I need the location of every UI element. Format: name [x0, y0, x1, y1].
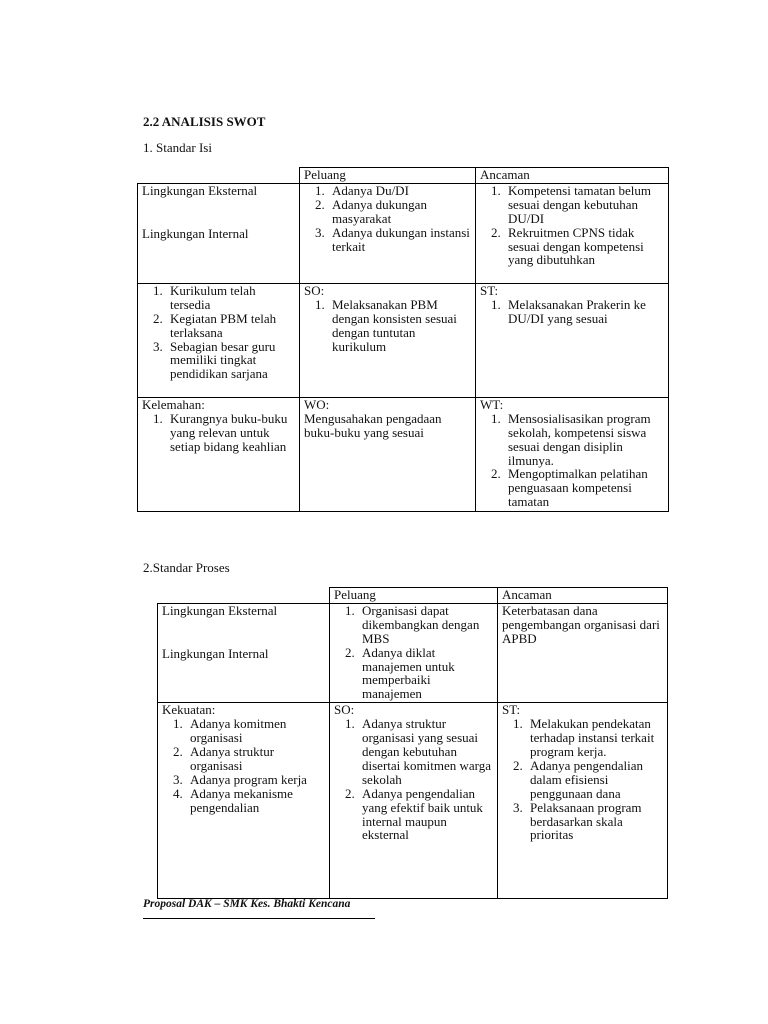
table-1-title: 1. Standar Isi	[143, 140, 212, 155]
so-cell	[330, 703, 498, 899]
st-cell	[498, 703, 668, 899]
list-item: 1. Adanya struktur organisasi yang sesuai dengan kebutuhan disertai komitmen warga sekolah	[358, 717, 493, 787]
strengths-label: Kekuatan:	[162, 702, 216, 718]
internal-label: Lingkungan Internal	[162, 645, 269, 661]
page-heading: 2.2 ANALISIS SWOT	[143, 114, 266, 129]
so-list	[334, 717, 493, 842]
external-label: Lingkungan Eksternal	[142, 183, 258, 198]
list-item: 2. Adanya diklat manajemen untuk memperbaiki manajemen	[358, 646, 493, 702]
ancaman-list	[480, 184, 664, 267]
list-item: 1. Melaksanakan Prakerin ke DU/DI yang sesuai	[504, 298, 664, 326]
list-item: 1. Melakukan pendekatan terhadap instansi terkait program kerja.	[526, 717, 663, 759]
wt-label: WT:	[480, 397, 504, 412]
st-label: ST:	[502, 702, 521, 718]
external-label: Lingkungan Eksternal	[162, 603, 278, 618]
header-row	[138, 168, 669, 184]
st-list	[502, 717, 663, 842]
wo-cell	[300, 397, 476, 511]
list-item: 2. Adanya dukungan masyarakat	[328, 198, 471, 226]
st-label: ST:	[480, 283, 499, 298]
weakness-cell	[138, 397, 300, 511]
wo-label: WO:	[304, 397, 330, 412]
list-item: 2. Kegiatan PBM telah terlaksana	[166, 312, 295, 340]
environment-row	[138, 183, 669, 283]
list-item: 1. Organisasi dapat dikembangkan dengan MBS	[358, 604, 493, 646]
ancaman-cell	[498, 603, 668, 702]
list-item: 1. Adanya komitmen organisasi	[186, 717, 325, 745]
list-item: 3. Pelaksanaan program berdasarkan skala prioritas	[526, 801, 663, 843]
so-label: SO:	[304, 283, 325, 298]
list-item: 1. Kompetensi tamatan belum sesuai dengan kebutuhan DU/DI	[504, 184, 664, 226]
ancaman-cell	[476, 183, 669, 283]
ancaman-text: Keterbatasan dana pengembangan organisasi dari APBD	[502, 603, 660, 646]
empty-corner	[138, 168, 300, 184]
weakness-row	[138, 397, 669, 511]
strengths-cell	[158, 703, 330, 899]
list-item: 1. Kurikulum telah tersedia	[166, 284, 295, 312]
peluang-header: Peluang	[300, 168, 476, 184]
environment-row	[158, 603, 668, 702]
list-item: 1. Adanya Du/DI	[328, 184, 471, 198]
list-item: 3. Adanya program kerja	[186, 773, 325, 787]
strengths-cell	[138, 283, 300, 397]
wt-list	[480, 412, 664, 509]
swot-table-standar-proses	[157, 587, 668, 899]
so-label: SO:	[334, 702, 355, 718]
strengths-list	[142, 284, 295, 381]
ancaman-header: Ancaman	[498, 588, 668, 604]
peluang-list	[334, 604, 493, 701]
empty-corner	[158, 588, 330, 604]
list-item: 3. Adanya dukungan instansi terkait	[328, 226, 471, 254]
peluang-list	[304, 184, 471, 254]
so-cell	[300, 283, 476, 397]
list-item: 2. Adanya struktur organisasi	[186, 745, 325, 773]
peluang-cell	[300, 183, 476, 283]
st-cell	[476, 283, 669, 397]
peluang-header: Peluang	[330, 588, 498, 604]
list-item: 2. Adanya pengendalian yang efektif baik untuk internal maupun eksternal	[358, 787, 493, 843]
table-2-title: 2.Standar Proses	[143, 560, 230, 575]
ancaman-header: Ancaman	[476, 168, 669, 184]
footer-text: Proposal DAK – SMK Kes. Bhakti Kencana	[143, 898, 351, 910]
list-item: 1. Melaksanakan PBM dengan konsisten sesuai dengan tuntutan kurikulum	[328, 298, 471, 354]
list-item: 2. Adanya pengendalian dalam efisiensi penggunaan dana	[526, 759, 663, 801]
st-list	[480, 298, 664, 326]
so-list	[304, 298, 471, 354]
environment-cell	[138, 183, 300, 283]
list-item: 3. Sebagian besar guru memiliki tingkat pendidikan sarjana	[166, 340, 295, 382]
list-item: 2. Rekruitmen CPNS tidak sesuai dengan kompetensi yang dibutuhkan	[504, 226, 664, 268]
weakness-list	[142, 412, 295, 454]
strengths-row	[138, 283, 669, 397]
swot-table-standar-isi	[137, 167, 669, 512]
list-item: 2. Mengoptimalkan pelatihan penguasaan kompetensi tamatan	[504, 467, 664, 509]
wt-cell	[476, 397, 669, 511]
footer-underline	[143, 918, 375, 919]
weakness-label: Kelemahan:	[142, 397, 205, 412]
list-item: 4. Adanya mekanisme pengendalian	[186, 787, 325, 815]
peluang-cell	[330, 603, 498, 702]
strengths-row	[158, 703, 668, 899]
header-row	[158, 588, 668, 604]
environment-cell	[158, 603, 330, 702]
list-item: 1. Mensosialisasikan program sekolah, kompetensi siswa sesuai dengan disiplin ilmunya.	[504, 412, 664, 468]
strengths-list	[162, 717, 325, 814]
wo-text: Mengusahakan pengadaan buku-buku yang sesuai	[304, 410, 442, 440]
internal-label: Lingkungan Internal	[142, 225, 249, 241]
list-item: 1. Kurangnya buku-buku yang relevan untuk setiap bidang keahlian	[166, 412, 295, 454]
